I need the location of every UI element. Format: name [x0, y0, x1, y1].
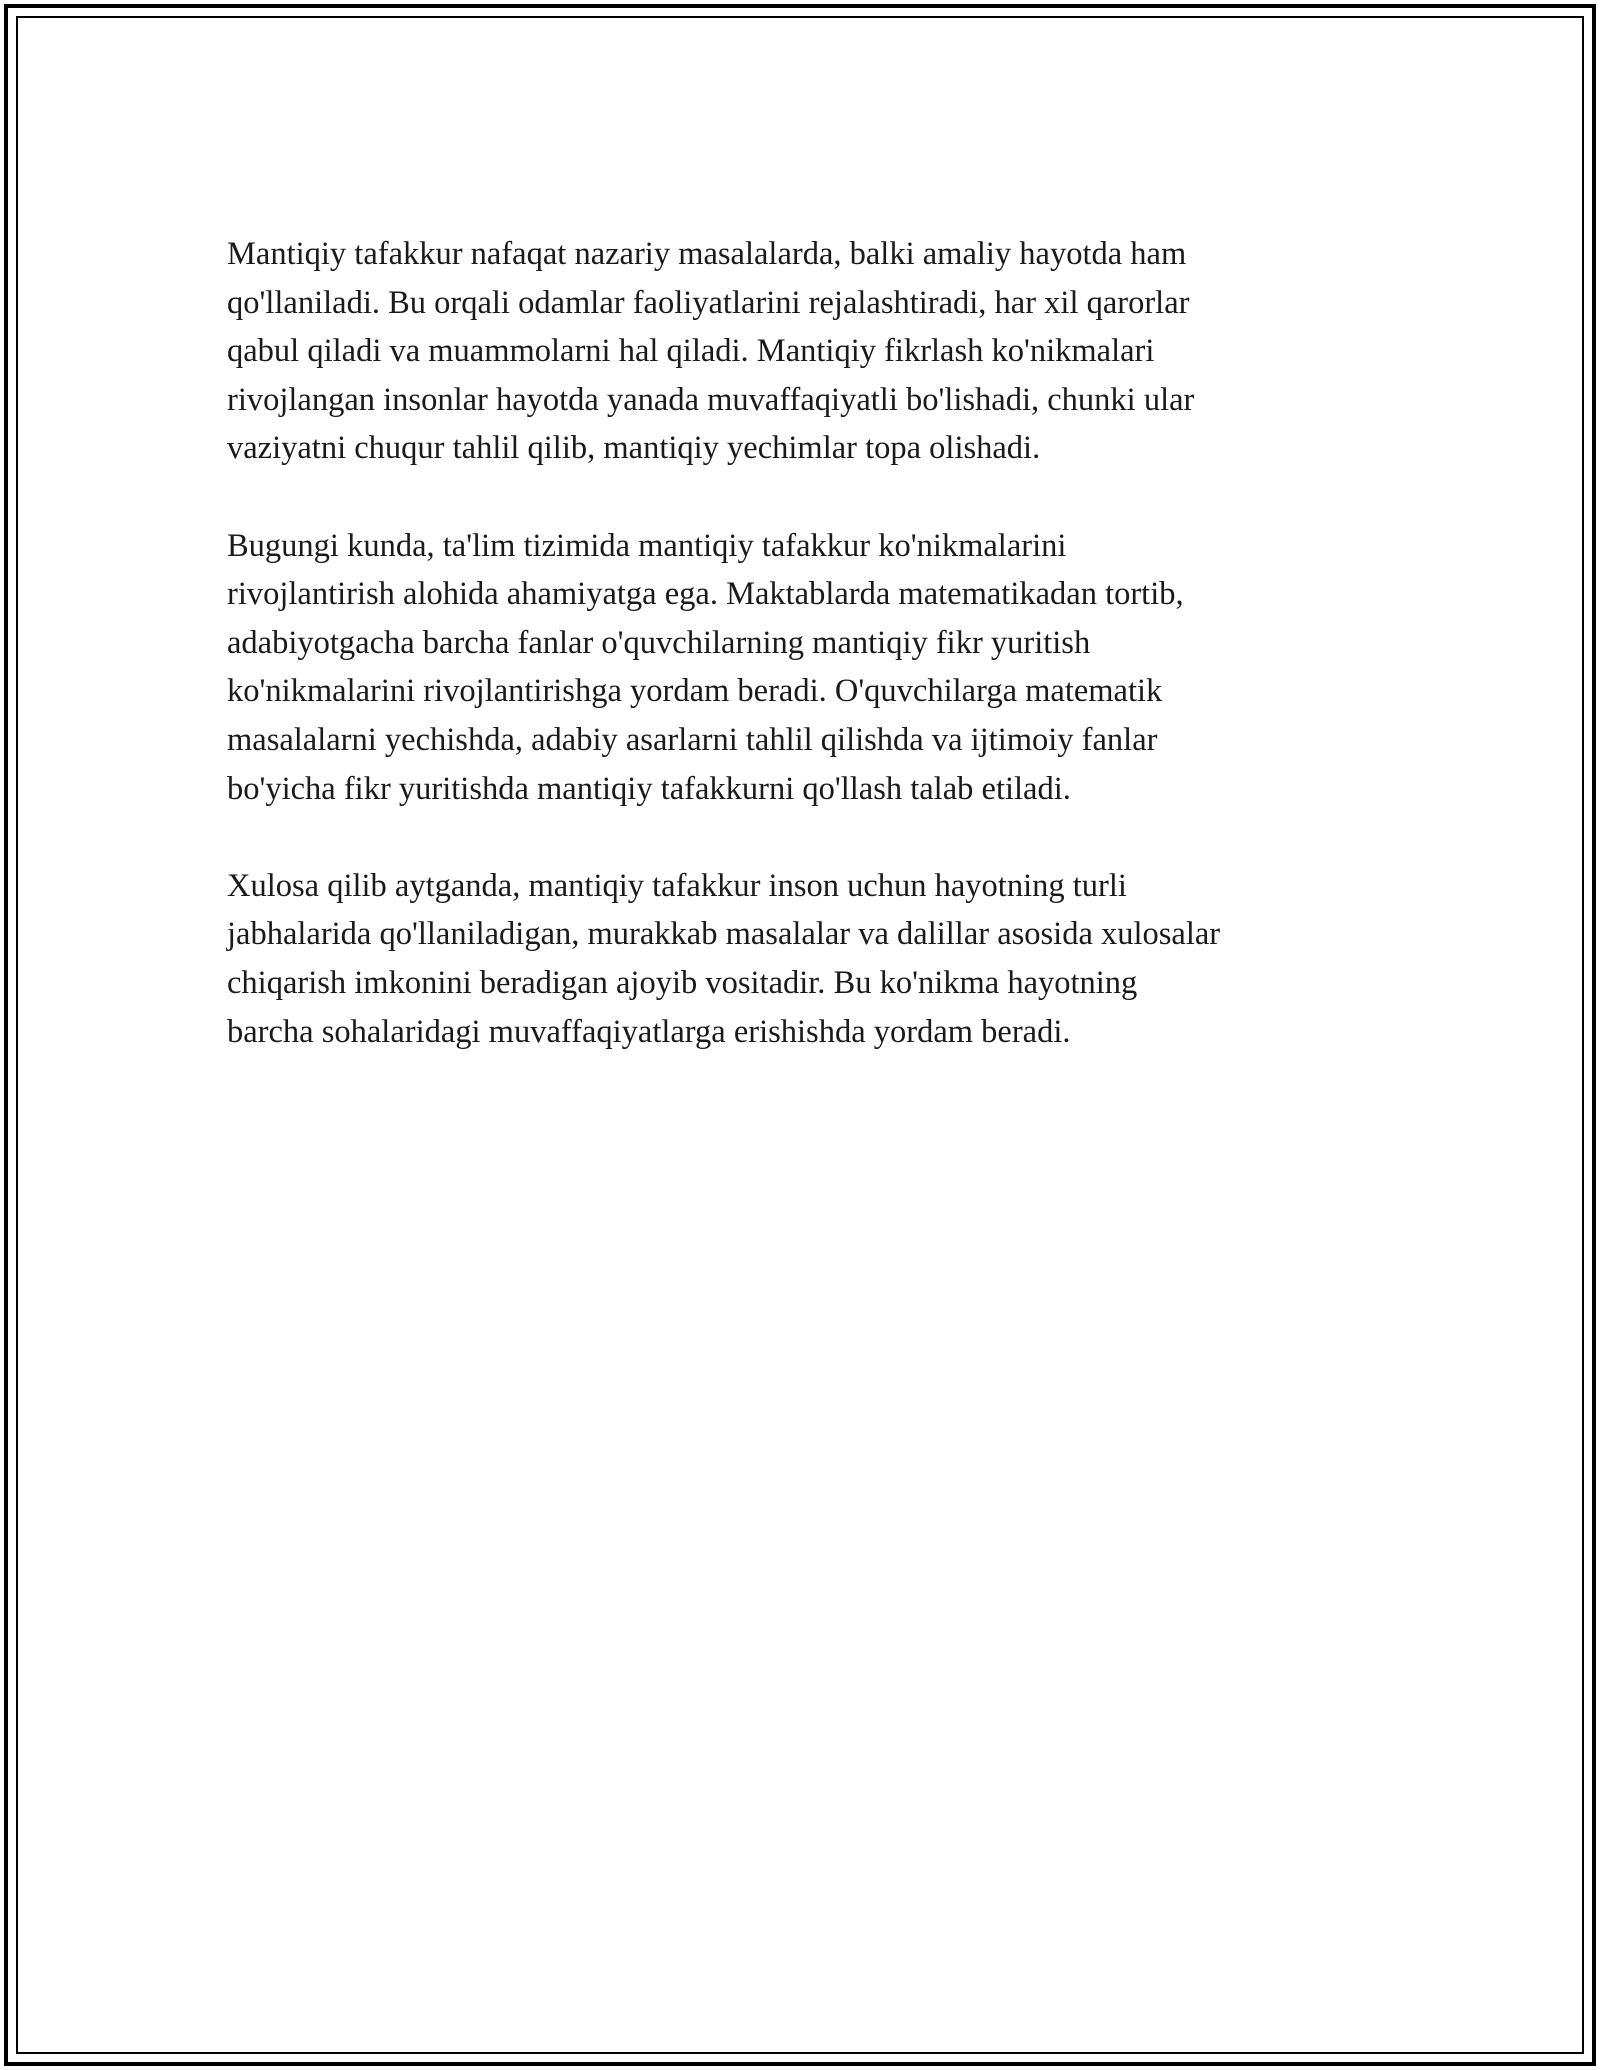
text-line: adabiyotgacha barcha fanlar o'quvchilarning mantiqiy fikr yuritish [227, 624, 1091, 661]
paragraph-practical-use [227, 230, 1407, 473]
text-line: rivojlangan insonlar hayotda yanada muvaffaqiyatli bo'lishadi, chunki ular [227, 381, 1195, 418]
text-line: Mantiqiy tafakkur nafaqat nazariy masalalarda, balki amaliy hayotda ham [227, 236, 1187, 272]
text-line: masalalarni yechishda, adabiy asarlarni tahlil qilishda va ijtimoiy fanlar [227, 721, 1158, 758]
text-line: rivojlantirish alohida ahamiyatga ega. Maktablarda matematikadan tortib, [227, 576, 1184, 613]
text-line: Bugungi kunda, ta'lim tizimida mantiqiy tafakkur ko'nikmalarini [227, 527, 1067, 564]
text-line: ko'nikmalarini rivojlantirishga yordam beradi. O'quvchilarga matematik [227, 673, 1163, 710]
text-line: vaziyatni chuqur tahlil qilib, mantiqiy yechimlar topa olishadi. [227, 430, 1041, 467]
paragraph-conclusion [227, 862, 1407, 1056]
text-line: qo'llaniladi. Bu orqali odamlar faoliyatlarini rejalashtiradi, har xil qarorlar [227, 284, 1190, 321]
document-body [227, 230, 1407, 1105]
paragraph-education [227, 522, 1407, 814]
text-line: chiqarish imkonini beradigan ajoyib vositadir. Bu ko'nikma hayotning [227, 964, 1138, 1001]
text-line: barcha sohalaridagi muvaffaqiyatlarga erishishda yordam beradi. [227, 1013, 1071, 1050]
text-line: Xulosa qilib aytganda, mantiqiy tafakkur inson uchun hayotning turli [227, 867, 1127, 904]
text-line: bo'yicha fikr yuritishda mantiqiy tafakkurni qo'llash talab etiladi. [227, 770, 1071, 807]
text-line: jabhalarida qo'llaniladigan, murakkab masalalar va dalillar asosida xulosalar [227, 916, 1221, 953]
text-line: qabul qiladi va muammolarni hal qiladi. Mantiqiy fikrlash ko'nikmalari [227, 333, 1155, 370]
